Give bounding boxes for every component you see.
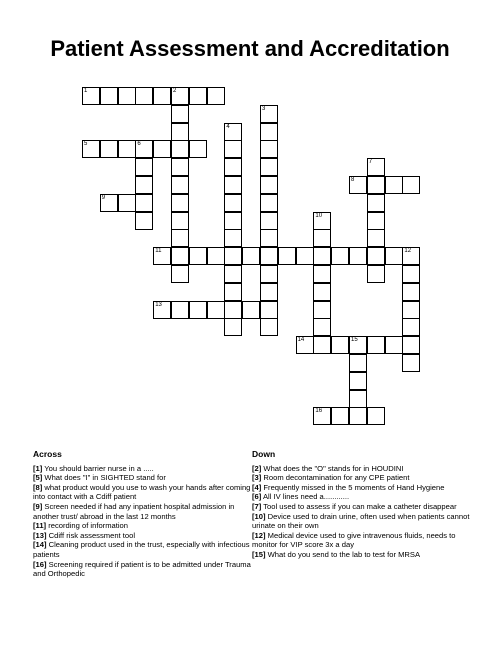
- crossword-cell[interactable]: [135, 194, 153, 212]
- crossword-cell[interactable]: [313, 265, 331, 283]
- crossword-cell[interactable]: [260, 212, 278, 230]
- crossword-cell[interactable]: [171, 158, 189, 176]
- crossword-cell[interactable]: [402, 318, 420, 336]
- clue-text: Screen needed if had any inpatient hospital admission in another trust/ abroad in the last 12 months: [33, 501, 235, 521]
- crossword-cell[interactable]: [313, 212, 331, 230]
- crossword-cell[interactable]: [207, 301, 225, 319]
- crossword-cell[interactable]: [313, 407, 331, 425]
- crossword-cell[interactable]: [331, 247, 349, 265]
- crossword-cell[interactable]: [349, 372, 367, 390]
- crossword-cell[interactable]: [367, 336, 385, 354]
- crossword-cell[interactable]: [135, 212, 153, 230]
- crossword-cell[interactable]: [385, 247, 403, 265]
- clue-text: All IV lines need a............: [262, 492, 350, 502]
- crossword-cell[interactable]: [260, 158, 278, 176]
- crossword-cell[interactable]: [349, 390, 367, 408]
- crossword-cell[interactable]: [242, 301, 260, 319]
- crossword-cell[interactable]: [402, 176, 420, 194]
- clue-number: [15]: [252, 549, 266, 559]
- clue-text: Device used to drain urine, often used when patients cannot urinate on their own: [252, 511, 470, 531]
- crossword-cell[interactable]: [367, 158, 385, 176]
- crossword-cell[interactable]: [260, 105, 278, 123]
- crossword-cell[interactable]: [349, 247, 367, 265]
- clue-number: [5]: [33, 473, 43, 483]
- clue-item: [252, 464, 474, 474]
- clue-text: Cdiff risk assessment tool: [48, 530, 136, 540]
- clue-number: [10]: [252, 511, 266, 521]
- cell-number: 6: [137, 141, 141, 148]
- crossword-cell[interactable]: [260, 247, 278, 265]
- crossword-cell[interactable]: [153, 247, 171, 265]
- clue-item: [33, 560, 255, 579]
- cell-number: 9: [101, 194, 106, 201]
- crossword-cell[interactable]: [242, 247, 260, 265]
- crossword-cell[interactable]: [296, 247, 314, 265]
- clue-number: [1]: [33, 463, 43, 473]
- cell-number: 1: [84, 88, 88, 94]
- crossword-cell[interactable]: [402, 354, 420, 372]
- down-clues: [252, 450, 474, 560]
- clue-item: [33, 464, 255, 474]
- crossword-cell[interactable]: [153, 87, 171, 105]
- cell-number: 12: [404, 248, 412, 255]
- page-title: Patient Assessment and Accreditation: [50, 36, 450, 61]
- clue-item: [33, 473, 255, 483]
- clue-number: [11]: [33, 521, 47, 531]
- crossword-cell[interactable]: [367, 265, 385, 283]
- crossword-cell[interactable]: [171, 301, 189, 319]
- clue-text: what product would you use to wash your hands after coming into contact with a Cdiff patient: [33, 482, 251, 502]
- crossword-cell[interactable]: [189, 247, 207, 265]
- crossword-cell[interactable]: [260, 229, 278, 247]
- crossword-cell[interactable]: [313, 247, 331, 265]
- crossword-cell[interactable]: [224, 194, 242, 212]
- crossword-cell[interactable]: [171, 140, 189, 158]
- crossword-cell[interactable]: [313, 318, 331, 336]
- crossword-cell[interactable]: [313, 283, 331, 301]
- cell-number: 13: [155, 301, 162, 308]
- crossword-cell[interactable]: [224, 176, 242, 194]
- cell-number: 7: [368, 159, 373, 166]
- clue-text: What does the "O" stands for in HOUDINI: [263, 463, 404, 473]
- crossword-cell[interactable]: [313, 301, 331, 319]
- cell-number: 2: [173, 88, 177, 94]
- clue-item: [252, 550, 474, 560]
- crossword-cell[interactable]: [260, 140, 278, 158]
- crossword-cell[interactable]: [118, 194, 136, 212]
- clue-number: [8]: [33, 482, 43, 492]
- crossword-cell[interactable]: [189, 140, 207, 158]
- clue-text: recording of information: [48, 521, 128, 531]
- across-heading: Across: [33, 449, 62, 459]
- clue-text: What does "I" in SIGHTED stand for: [44, 473, 166, 483]
- crossword-cell[interactable]: [349, 336, 367, 354]
- crossword-cell[interactable]: [260, 123, 278, 141]
- cell-number: 3: [262, 105, 266, 112]
- crossword-cell[interactable]: [402, 301, 420, 319]
- cell-number: 10: [315, 212, 323, 219]
- crossword-cell[interactable]: [331, 336, 349, 354]
- crossword-cell[interactable]: [171, 229, 189, 247]
- crossword-cell[interactable]: [313, 229, 331, 247]
- crossword-cell[interactable]: [82, 140, 100, 158]
- crossword-cell[interactable]: [153, 301, 171, 319]
- clue-item: [33, 502, 255, 521]
- crossword-cell[interactable]: [189, 301, 207, 319]
- clue-item: [252, 483, 474, 493]
- crossword-cell[interactable]: [153, 140, 171, 158]
- crossword-cell[interactable]: [260, 265, 278, 283]
- crossword-cell[interactable]: [171, 194, 189, 212]
- cell-number: 11: [155, 248, 162, 255]
- clue-number: [14]: [33, 540, 47, 550]
- crossword-cell[interactable]: [224, 265, 242, 283]
- crossword-cell[interactable]: [118, 87, 136, 105]
- crossword-cell[interactable]: [135, 176, 153, 194]
- crossword-cell[interactable]: [224, 247, 242, 265]
- crossword-cell[interactable]: [100, 194, 118, 212]
- crossword-cell[interactable]: [296, 336, 314, 354]
- crossword-cell[interactable]: [135, 87, 153, 105]
- clue-number: [13]: [33, 530, 47, 540]
- clue-text: Medical device used to give intravenous fluids, needs to monitor for VIP score 3x a day: [252, 530, 456, 550]
- clue-item: [252, 492, 474, 502]
- clue-item: [33, 521, 255, 531]
- clue-item: [252, 531, 474, 550]
- clue-number: [2]: [252, 463, 262, 473]
- crossword-cell[interactable]: [349, 407, 367, 425]
- clue-item: [252, 473, 474, 483]
- crossword-cell[interactable]: [171, 247, 189, 265]
- clue-item: [33, 483, 255, 502]
- crossword-cell[interactable]: [367, 176, 385, 194]
- crossword-cell[interactable]: [189, 87, 207, 105]
- crossword-cell[interactable]: [331, 407, 349, 425]
- crossword-cell[interactable]: [385, 176, 403, 194]
- cell-number: 8: [351, 177, 355, 183]
- crossword-cell[interactable]: [367, 229, 385, 247]
- clue-number: [12]: [252, 530, 266, 540]
- clue-text: Tool used to assess if you can make a catheter disappear: [263, 501, 457, 511]
- clue-number: [9]: [33, 501, 43, 511]
- clue-item: [252, 502, 474, 512]
- crossword-cell[interactable]: [260, 318, 278, 336]
- crossword-cell[interactable]: [349, 176, 367, 194]
- crossword-cell[interactable]: [260, 283, 278, 301]
- crossword-cell[interactable]: [171, 212, 189, 230]
- crossword-cell[interactable]: [367, 247, 385, 265]
- clue-text: You should barrier nurse in a .....: [44, 463, 154, 473]
- crossword-cell[interactable]: [171, 105, 189, 123]
- clue-number: [16]: [33, 559, 47, 569]
- clue-item: [33, 531, 255, 541]
- crossword-cell[interactable]: [367, 194, 385, 212]
- crossword-cell[interactable]: [260, 301, 278, 319]
- crossword-cell[interactable]: [402, 283, 420, 301]
- crossword-cell[interactable]: [224, 301, 242, 319]
- cell-number: 5: [84, 141, 88, 148]
- clue-item: [33, 540, 255, 559]
- crossword-cell[interactable]: [171, 123, 189, 141]
- crossword-cell[interactable]: [278, 247, 296, 265]
- crossword-cell[interactable]: [100, 140, 118, 158]
- cell-number: 4: [226, 123, 230, 130]
- clue-text: Room decontamination for any CPE patient: [263, 473, 410, 483]
- clue-text: Screening required if patient is to be admitted under Trauma and Orthopedic: [33, 559, 251, 579]
- crossword-cell[interactable]: [313, 336, 331, 354]
- crossword-cell[interactable]: [224, 212, 242, 230]
- crossword-cell[interactable]: [385, 336, 403, 354]
- clue-number: [4]: [252, 482, 262, 492]
- across-clues: [33, 450, 255, 579]
- crossword-cell[interactable]: [367, 407, 385, 425]
- crossword-cell[interactable]: [402, 336, 420, 354]
- cell-number: 14: [297, 337, 305, 344]
- crossword-cell[interactable]: [224, 123, 242, 141]
- crossword-cell[interactable]: [171, 87, 189, 105]
- down-heading: Down: [252, 449, 276, 459]
- crossword-cell[interactable]: [402, 265, 420, 283]
- crossword-cell[interactable]: [260, 194, 278, 212]
- crossword-cell[interactable]: [171, 176, 189, 194]
- clue-item: [252, 512, 474, 531]
- crossword-cell[interactable]: [224, 158, 242, 176]
- clue-text: Frequently missed in the 5 moments of Hand Hygiene: [263, 482, 445, 492]
- cell-number: 15: [351, 337, 358, 344]
- crossword-cell[interactable]: [135, 158, 153, 176]
- crossword-cell[interactable]: [260, 176, 278, 194]
- cell-number: 16: [315, 408, 323, 415]
- crossword-cell[interactable]: [402, 247, 420, 265]
- clue-number: [7]: [252, 501, 262, 511]
- crossword-cell[interactable]: [224, 229, 242, 247]
- clue-number: [3]: [252, 473, 262, 483]
- crossword-cell[interactable]: [100, 87, 118, 105]
- crossword-cell[interactable]: [171, 265, 189, 283]
- crossword-cell[interactable]: [224, 140, 242, 158]
- clue-text: What do you send to the lab to test for MRSA: [267, 549, 421, 559]
- crossword-cell[interactable]: [349, 354, 367, 372]
- crossword-cell[interactable]: [224, 283, 242, 301]
- clue-text: Cleaning product used in the trust, especially with infectious patients: [33, 540, 250, 559]
- crossword-cell[interactable]: [224, 318, 242, 336]
- clue-number: [6]: [252, 492, 262, 502]
- crossword-cell[interactable]: [367, 212, 385, 230]
- crossword-cell[interactable]: [135, 140, 153, 158]
- crossword-cell[interactable]: [207, 87, 225, 105]
- crossword-cell[interactable]: [207, 247, 225, 265]
- crossword-cell[interactable]: [118, 140, 136, 158]
- crossword-cell[interactable]: [82, 87, 100, 105]
